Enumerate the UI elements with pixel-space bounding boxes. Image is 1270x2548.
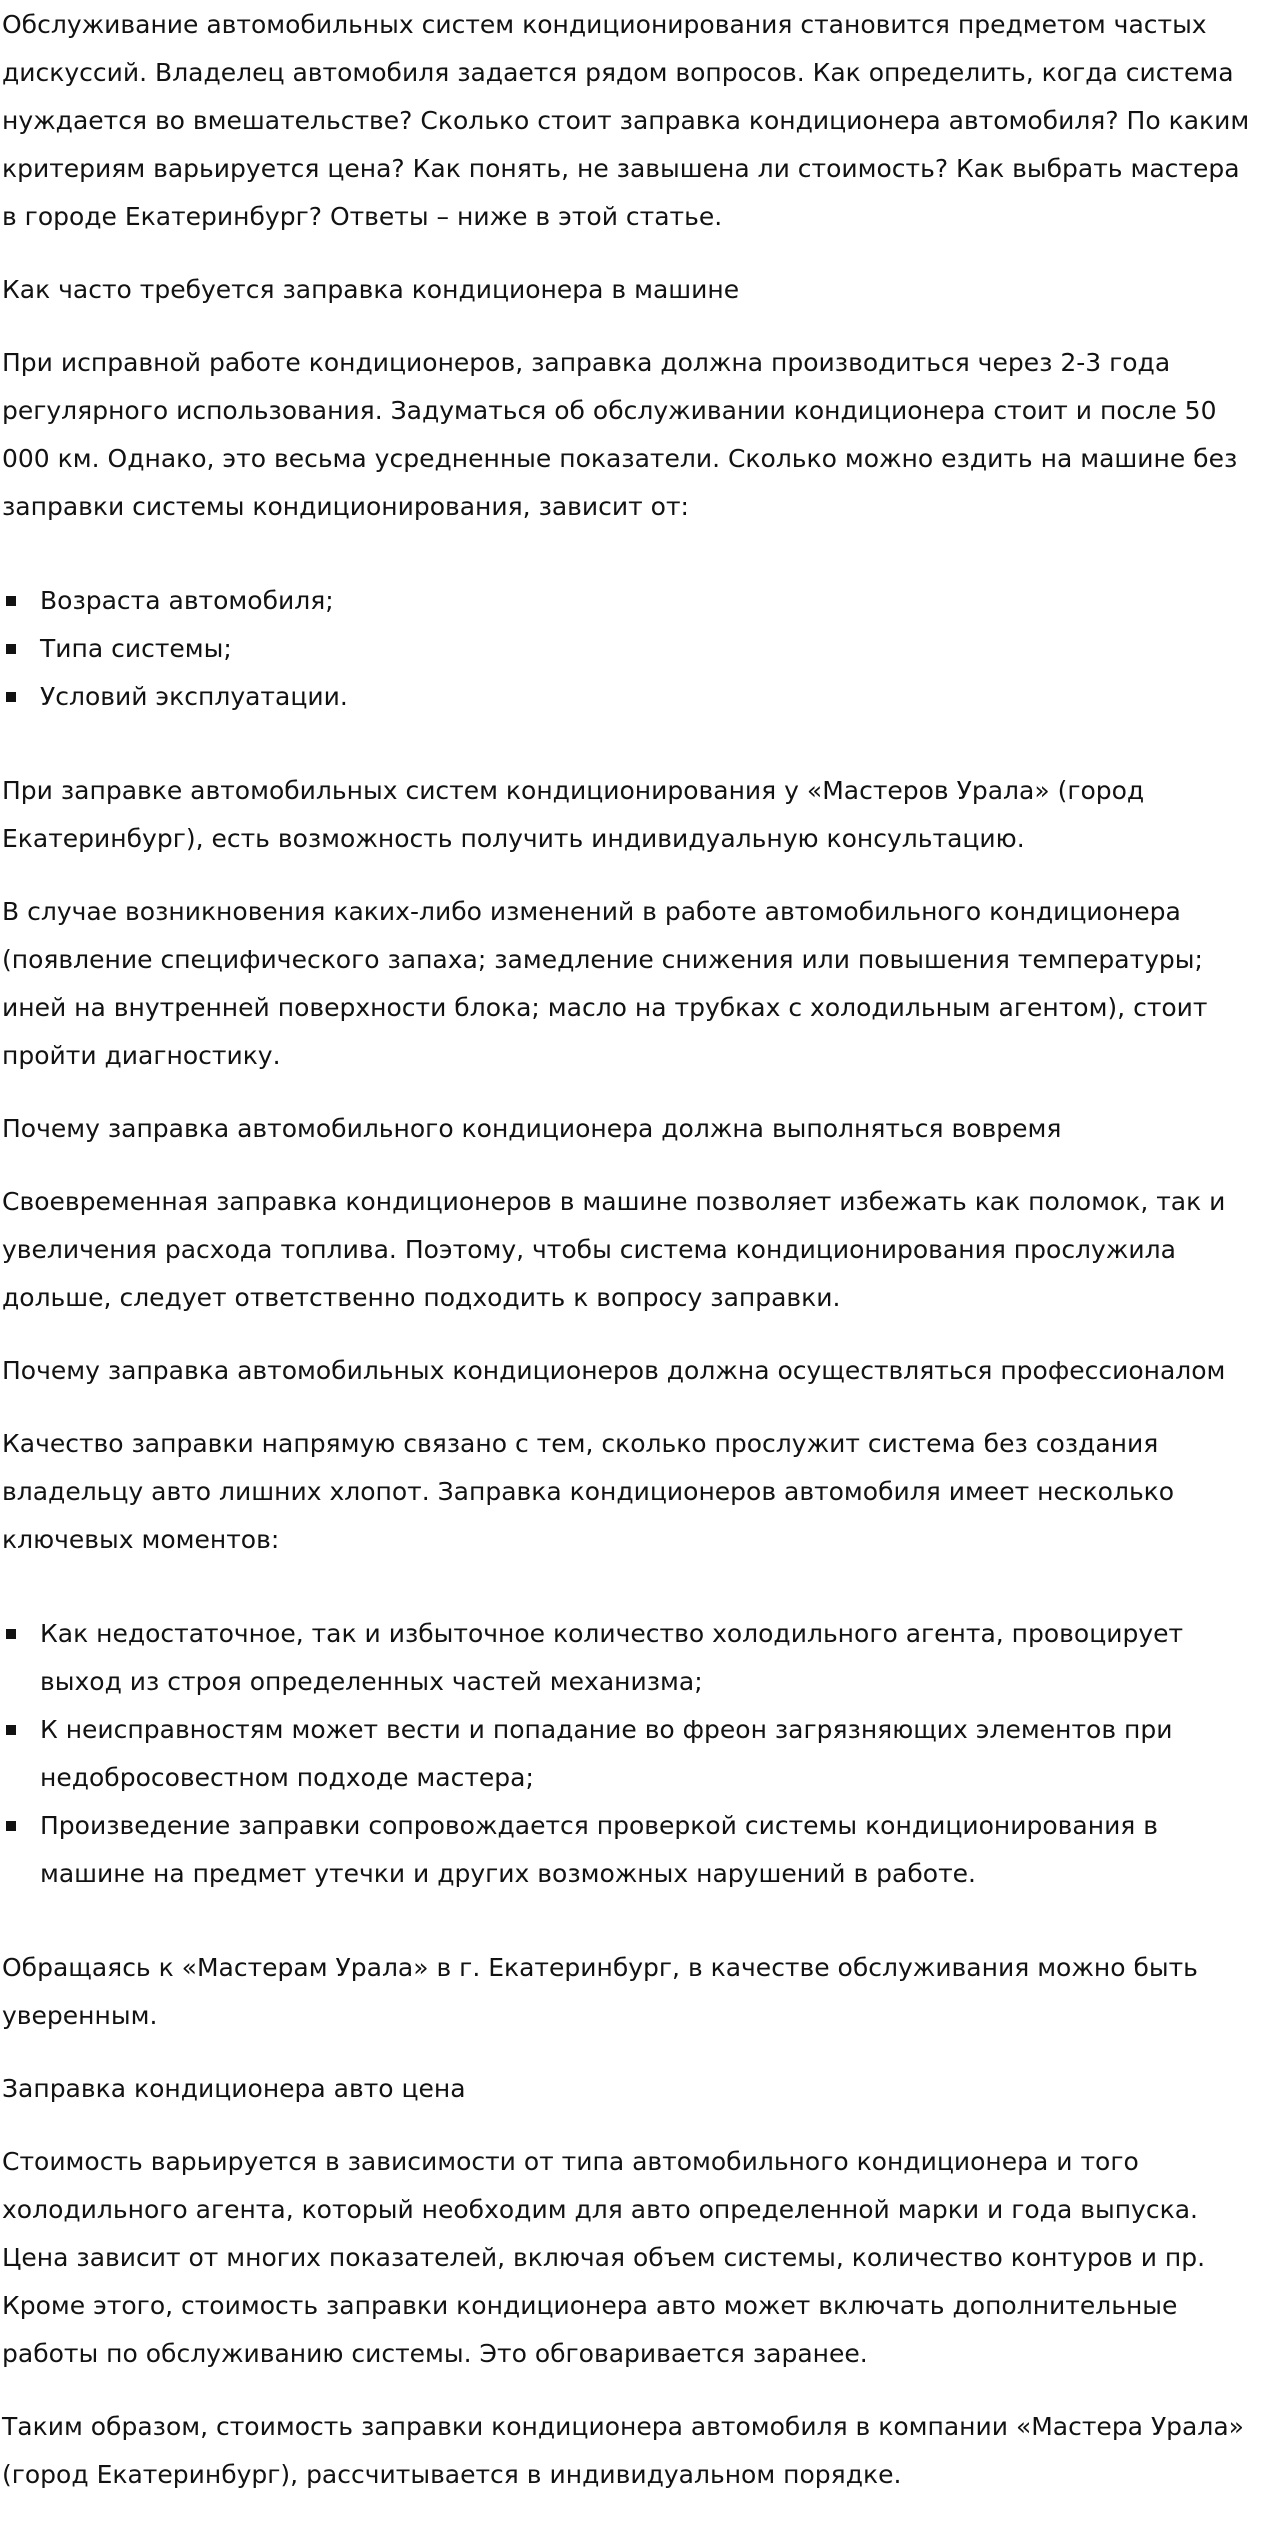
paragraph-refill-quality: Качество заправки напрямую связано с тем, сколько прослужит система без создания владельцу авто лишних хлопот. Заправка кондиционеров автомобиля имеет несколько ключевых моментов: xyxy=(2,1429,1175,1554)
list-item: Возраста автомобиля; xyxy=(2,577,1252,625)
paragraph-refill-frequency: При исправной работе кондиционеров, заправка должна производиться через 2-3 года регулярного использования. Задуматься об обслуживании кондиционера стоит и после 50 000 км. Однако, это весьма усредненные показатели. Сколько можно ездить на машине без заправки системы кондиционирования, зависит от: xyxy=(2,348,1238,521)
intro-paragraph: Обслуживание автомобильных систем кондиционирования становится предметом частых дискуссий. Владелец автомобиля задается рядом вопросов. Как определить, когда система нуждается во вмешательстве? Сколько стоит заправка кондиционера автомобиля? По каким критериям варьируется цена? Как понять, не завышена ли стоимость? Как выбрать мастера в городе Екатеринбург? Ответы – ниже в этой статье. xyxy=(2,10,1250,231)
section-heading-refill-frequency: Как часто требуется заправка кондиционера в машине xyxy=(2,275,740,304)
section-heading-timely-refill: Почему заправка автомобильного кондиционера должна выполняться вовремя xyxy=(2,1114,1062,1143)
paragraph-diagnostics: В случае возникновения каких-либо изменений в работе автомобильного кондиционера (появление специфического запаха; замедление снижения или повышения температуры; иней на внутренней поверхности блока; масло на трубках с холодильным агентом), стоит пройти диагностику. xyxy=(2,897,1208,1070)
list-item: Произведение заправки сопровождается проверкой системы кондиционирования в машине на предмет утечки и других возможных нарушений в работе. xyxy=(2,1802,1252,1898)
paragraph-conclusion: Таким образом, стоимость заправки кондиционера автомобиля в компании «Мастера Урала» (город Екатеринбург), рассчитывается в индивидуальном порядке. xyxy=(2,2412,1244,2489)
list-item: Как недостаточное, так и избыточное количество холодильного агента, провоцирует выход из строя определенных частей механизма; xyxy=(2,1610,1252,1706)
list-item: Условий эксплуатации. xyxy=(2,673,1252,721)
paragraph-timely-refill: Своевременная заправка кондиционеров в машине позволяет избежать как поломок, так и увеличения расхода топлива. Поэтому, чтобы система кондиционирования прослужила дольше, следует ответственно подходить к вопросу заправки. xyxy=(2,1187,1226,1312)
paragraph-service-quality: Обращаясь к «Мастерам Урала» в г. Екатеринбург, в качестве обслуживания можно быть уверенным. xyxy=(2,1953,1198,2030)
list-item: К неисправностям может вести и попадание во фреон загрязняющих элементов при недобросовестном подходе мастера; xyxy=(2,1706,1252,1802)
section-heading-professional-refill: Почему заправка автомобильных кондиционеров должна осуществляться профессионалом xyxy=(2,1356,1226,1385)
section-heading-price: Заправка кондиционера авто цена xyxy=(2,2074,466,2103)
list-item: Типа системы; xyxy=(2,625,1252,673)
paragraph-price-factors: Стоимость варьируется в зависимости от типа автомобильного кондиционера и того холодильного агента, который необходим для авто определенной марки и года выпуска. Цена зависит от многих показателей, включая объем системы, количество контуров и пр. Кроме этого, стоимость заправки кондиционера авто может включать дополнительные работы по обслуживанию системы. Это обговаривается заранее. xyxy=(2,2147,1206,2368)
paragraph-consultation: При заправке автомобильных систем кондиционирования у «Мастеров Урала» (город Екатеринбург), есть возможность получить индивидуальную консультацию. xyxy=(2,776,1145,853)
bullet-list-key-points xyxy=(2,1610,1252,1898)
bullet-list-refill-factors xyxy=(2,577,1252,721)
